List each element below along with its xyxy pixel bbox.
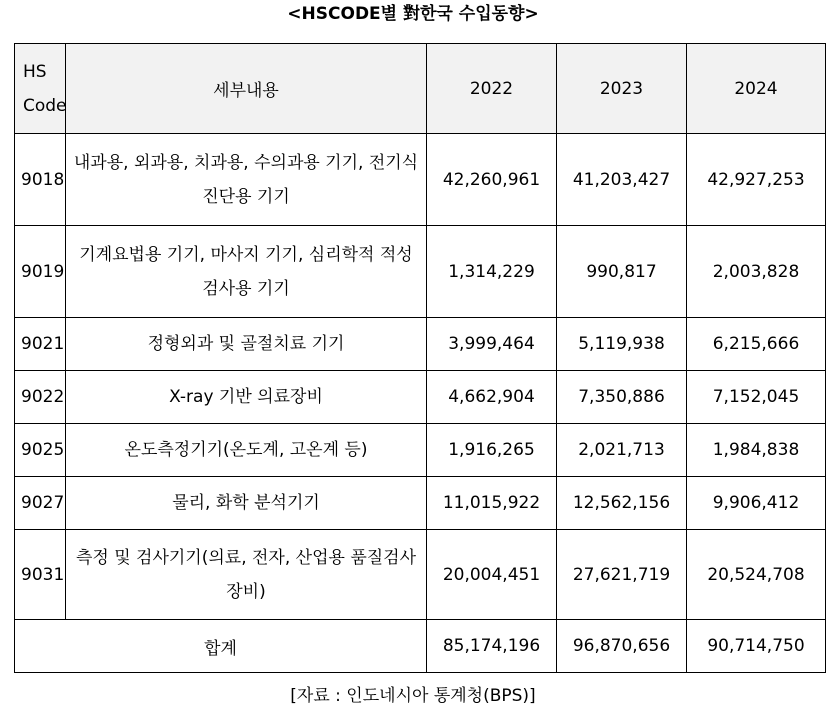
total-2022-cell: 85,174,196 — [427, 620, 557, 673]
value-2024-cell: 9,906,412 — [687, 477, 826, 530]
value-2024-cell: 1,984,838 — [687, 424, 826, 477]
hs-code-cell: 9019 — [15, 226, 66, 318]
value-2022-cell: 42,260,961 — [427, 134, 557, 226]
value-2024-cell: 7,152,045 — [687, 371, 826, 424]
value-2022-cell: 20,004,451 — [427, 530, 557, 620]
value-2024-cell: 2,003,828 — [687, 226, 826, 318]
table-row — [15, 134, 826, 226]
value-2023-cell: 41,203,427 — [557, 134, 687, 226]
value-2024-cell: 6,215,666 — [687, 318, 826, 371]
description-cell: 내과용, 외과용, 치과용, 수의과용 기기, 전기식 진단용 기기 — [66, 134, 427, 226]
table-row — [15, 318, 826, 371]
value-2023-cell: 5,119,938 — [557, 318, 687, 371]
value-2024-cell: 42,927,253 — [687, 134, 826, 226]
value-2023-cell: 990,817 — [557, 226, 687, 318]
description-cell: 물리, 화학 분석기기 — [66, 477, 427, 530]
hs-code-cell: 9022 — [15, 371, 66, 424]
description-cell: 기계요법용 기기, 마사지 기기, 심리학적 적성검사용 기기 — [66, 226, 427, 318]
table-row — [15, 226, 826, 318]
header-2024: 2024 — [687, 44, 826, 134]
value-2023-cell: 27,621,719 — [557, 530, 687, 620]
header-hs-code: HS Code — [15, 44, 66, 134]
table-row — [15, 530, 826, 620]
value-2022-cell: 4,662,904 — [427, 371, 557, 424]
hs-code-cell: 9025 — [15, 424, 66, 477]
source-note: [자료 : 인도네시아 통계청(BPS)] — [290, 686, 536, 706]
total-label: 합계 — [15, 620, 427, 673]
header-row — [15, 44, 826, 134]
hs-code-cell: 9021 — [15, 318, 66, 371]
header-2023: 2023 — [557, 44, 687, 134]
import-table — [14, 43, 826, 673]
hs-code-cell: 9031 — [15, 530, 66, 620]
total-row — [15, 620, 826, 673]
value-2023-cell: 12,562,156 — [557, 477, 687, 530]
description-cell: 측정 및 검사기기(의료, 전자, 산업용 품질검사 장비) — [66, 530, 427, 620]
header-description: 세부내용 — [66, 44, 427, 134]
table-row — [15, 371, 826, 424]
description-cell: X-ray 기반 의료장비 — [66, 371, 427, 424]
total-2023-cell: 96,870,656 — [557, 620, 687, 673]
value-2022-cell: 3,999,464 — [427, 318, 557, 371]
value-2022-cell: 11,015,922 — [427, 477, 557, 530]
page-title: <HSCODE별 對한국 수입동향> — [287, 4, 539, 24]
value-2022-cell: 1,916,265 — [427, 424, 557, 477]
header-2022: 2022 — [427, 44, 557, 134]
hs-code-cell: 9027 — [15, 477, 66, 530]
total-2024-cell: 90,714,750 — [687, 620, 826, 673]
table-row — [15, 424, 826, 477]
table-row — [15, 477, 826, 530]
value-2023-cell: 7,350,886 — [557, 371, 687, 424]
value-2023-cell: 2,021,713 — [557, 424, 687, 477]
description-cell: 온도측정기기(온도계, 고온계 등) — [66, 424, 427, 477]
value-2022-cell: 1,314,229 — [427, 226, 557, 318]
description-cell: 정형외과 및 골절치료 기기 — [66, 318, 427, 371]
value-2024-cell: 20,524,708 — [687, 530, 826, 620]
hs-code-cell: 9018 — [15, 134, 66, 226]
